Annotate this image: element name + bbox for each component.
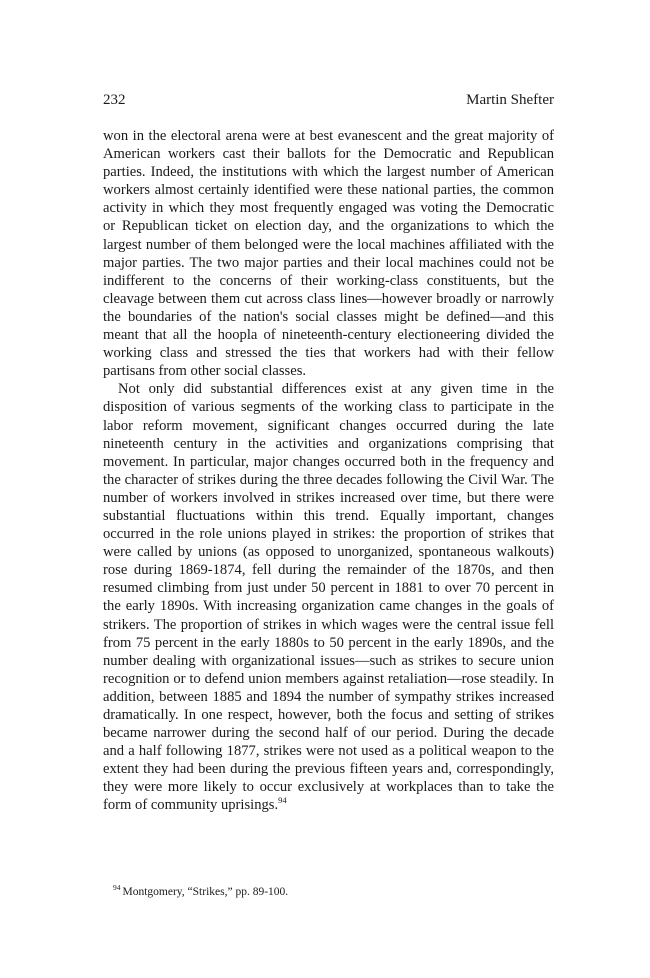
paragraph-2 (103, 380, 554, 814)
footnote-reference: 94 (278, 795, 287, 806)
page-number: 232 (103, 92, 126, 108)
footnote (113, 885, 553, 899)
paragraph-1-text: won in the electoral arena were at best evanescent and the great majority of American workers cast their ballots for the Democratic and Republican parties. Indeed, the institutions with which the largest number of American workers almost certainly identified were these national parties, the common activity in which they most frequently engaged was voting the Democratic or Republican ticket on election day, and the organizations to which the largest number of them belonged were the local machines affiliated with the major parties. The two major parties and their local machines could not be indifferent to the concerns of their working-class constituents, but the cleavage between them cut across class lines—however broadly or narrowly the boundaries of the nation's social classes might be defined—and this meant that all the hoopla of nineteenth-century electioneering divided the working class and stressed the ties that workers had with their fellow partisans from other social classes. (103, 128, 554, 380)
footnote-text: Montgomery, “Strikes,” pp. 89-100. (122, 886, 289, 898)
running-header (103, 92, 554, 112)
body-text (103, 127, 554, 815)
paragraph-1 (103, 127, 554, 380)
footnote-number: 94 (113, 883, 121, 893)
running-head-author: Martin Shefter (466, 92, 554, 108)
paragraph-2-text: Not only did substantial differences exist at any given time in the disposition of various segments of the working class to participate in the labor reform movement, significant changes occurred during the late nineteenth century in the activities and organizations comprising that movement. In particular, major changes occurred both in the frequency and the character of strikes during the three decades following the Civil War. The number of workers involved in strikes increased over time, but there were substantial fluctuations within this trend. Equally important, changes occurred in the role unions played in strikes: the proportion of strikes that were called by unions (as opposed to unorganized, spontaneous walkouts) rose during 1869-1874, fell during the remainder of the 1870s, and then resumed climbing from just under 50 percent in 1881 to over 70 percent in the early 1890s. With increasing organization came changes in the goals of strikers. The proportion of strikes in which wages were the central issue fell from 75 percent in the early 1880s to 50 percent in the early 1890s, and the number dealing with organizational issues—such as strikes to secure union recognition or to defend union members against retaliation—rose steadily. In addition, between 1885 and 1894 the number of sympathy strikes increased dramatically. In one respect, however, both the focus and setting of strikes became narrower during the second half of our period. During the decade and a half following 1877, strikes were not used as a political weapon to the extent they had been during the previous fifteen years and, correspondingly, they were more likely to occur exclusively at workplaces than to take the form of community uprisings. (103, 381, 554, 814)
